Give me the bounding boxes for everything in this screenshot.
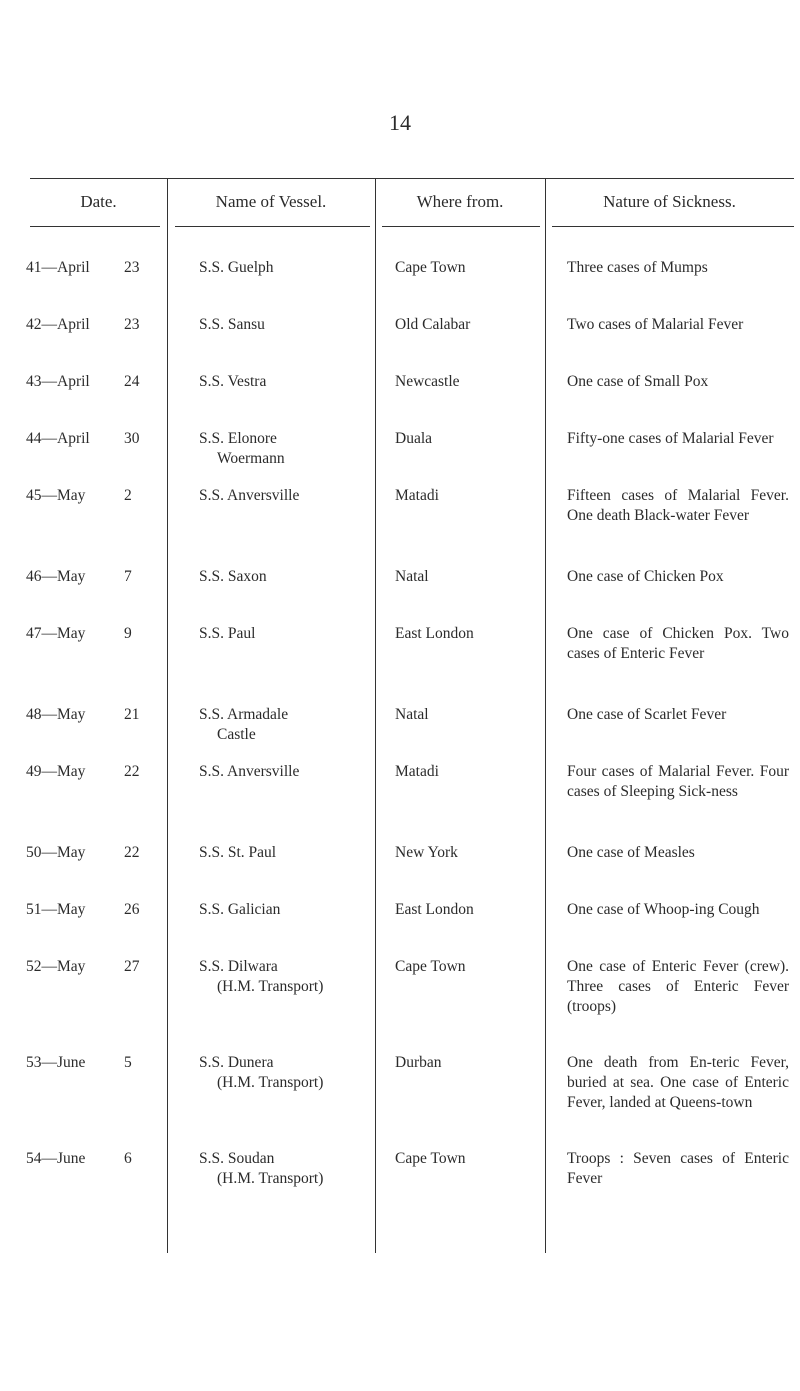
vessel-line: S.S. Soudan (199, 1150, 275, 1167)
row-origin: East London (395, 901, 474, 918)
row-origin: Natal (395, 568, 429, 585)
vessel-line: S.S. Anversville (199, 763, 300, 780)
vessel-line: (H.M. Transport) (217, 1170, 324, 1187)
row-sickness: One death from En-teric Fever, buried at sea. One case of Enteric Fever, landed at Queens-town (567, 1054, 789, 1111)
vessel-line: S.S. Anversville (199, 487, 300, 504)
row-date: 53—June (26, 1054, 86, 1071)
vessel-line: S.S. Dilwara (199, 958, 278, 975)
row-date: 49—May (26, 763, 86, 780)
row-date: 43—April (26, 373, 90, 390)
row-day: 6 (124, 1150, 132, 1167)
row-date: 46—May (26, 568, 86, 585)
header-nature: Nature of Sickness. (603, 192, 736, 211)
row-day: 2 (124, 487, 132, 504)
row-vessel (199, 567, 379, 587)
row-day: 26 (124, 901, 140, 918)
row-origin: Newcastle (395, 373, 460, 390)
vessel-line: (H.M. Transport) (217, 978, 324, 995)
row-sickness: Four cases of Malarial Fever. Four cases of Sleeping Sick-ness (567, 763, 789, 800)
vessel-line: S.S. Paul (199, 625, 256, 642)
header-vessel: Name of Vessel. (215, 192, 327, 211)
row-origin: Natal (395, 706, 429, 723)
row-sickness: Two cases of Malarial Fever (567, 316, 744, 333)
vessel-line: S.S. Galician (199, 901, 281, 918)
row-origin: Matadi (395, 763, 439, 780)
row-day: 23 (124, 316, 140, 333)
vessel-line: Castle (217, 726, 256, 743)
row-sickness: One case of Chicken Pox (567, 568, 724, 585)
row-sickness: One case of Whoop-ing Cough (567, 901, 760, 918)
row-vessel (199, 900, 379, 920)
vessel-line: S.S. St. Paul (199, 844, 277, 861)
row-date: 45—May (26, 487, 86, 504)
row-origin: Old Calabar (395, 316, 471, 333)
row-date: 52—May (26, 958, 86, 975)
row-vessel (199, 372, 379, 392)
row-date: 42—April (26, 316, 90, 333)
row-vessel (199, 762, 379, 782)
row-sickness: Fifty-one cases of Malarial Fever (567, 430, 774, 447)
header-rule (382, 226, 540, 227)
sickness-table (26, 178, 792, 1253)
header-rule (30, 226, 160, 227)
row-vessel (199, 486, 379, 506)
row-day: 5 (124, 1054, 132, 1071)
row-origin: East London (395, 625, 474, 642)
row-origin: Cape Town (395, 958, 466, 975)
header-date: Date. (80, 192, 117, 211)
vessel-line: S.S. Dunera (199, 1054, 274, 1071)
vessel-line: S.S. Guelph (199, 259, 274, 276)
row-vessel (199, 1053, 379, 1093)
header-from: Where from. (416, 192, 504, 211)
row-day: 22 (124, 763, 140, 780)
row-day: 21 (124, 706, 140, 723)
row-vessel (199, 429, 379, 469)
row-vessel (199, 843, 379, 863)
row-date: 51—May (26, 901, 86, 918)
row-sickness: One case of Enteric Fever (crew). Three cases of Enteric Fever (troops) (567, 958, 789, 1015)
vessel-line: S.S. Saxon (199, 568, 267, 585)
vessel-line: S.S. Armadale (199, 706, 289, 723)
row-day: 7 (124, 568, 132, 585)
header-rule (175, 226, 370, 227)
row-sickness: Fifteen cases of Malarial Fever. One death Black-water Fever (567, 487, 789, 524)
row-date: 44—April (26, 430, 90, 447)
row-origin: Cape Town (395, 259, 466, 276)
row-day: 30 (124, 430, 140, 447)
row-day: 9 (124, 625, 132, 642)
row-date: 54—June (26, 1150, 86, 1167)
row-sickness: One case of Scarlet Fever (567, 706, 727, 723)
row-sickness: Troops : Seven cases of Enteric Fever (567, 1150, 789, 1187)
row-date: 47—May (26, 625, 86, 642)
vessel-line: S.S. Sansu (199, 316, 265, 333)
row-date: 50—May (26, 844, 86, 861)
row-vessel (199, 957, 379, 997)
row-day: 23 (124, 259, 140, 276)
vessel-line: (H.M. Transport) (217, 1074, 324, 1091)
row-origin: Matadi (395, 487, 439, 504)
row-day: 24 (124, 373, 140, 390)
vessel-line: Woermann (217, 450, 285, 467)
row-date: 41—April (26, 259, 90, 276)
row-sickness: One case of Chicken Pox. Two cases of Enteric Fever (567, 625, 789, 662)
row-vessel (199, 705, 379, 745)
header-rule (552, 226, 794, 227)
row-origin: Durban (395, 1054, 442, 1071)
page-number: 14 (389, 110, 411, 135)
row-origin: New York (395, 844, 458, 861)
row-vessel (199, 315, 379, 335)
row-day: 22 (124, 844, 140, 861)
column-divider (167, 178, 168, 1253)
vessel-line: S.S. Elonore (199, 430, 277, 447)
row-date: 48—May (26, 706, 86, 723)
row-sickness: One case of Small Pox (567, 373, 709, 390)
row-vessel (199, 1149, 379, 1189)
row-vessel (199, 258, 379, 278)
table-top-rule (30, 178, 794, 179)
row-origin: Cape Town (395, 1150, 466, 1167)
vessel-line: S.S. Vestra (199, 373, 267, 390)
row-vessel (199, 624, 379, 644)
row-day: 27 (124, 958, 140, 975)
row-origin: Duala (395, 430, 433, 447)
row-sickness: Three cases of Mumps (567, 259, 708, 276)
row-sickness: One case of Measles (567, 844, 695, 861)
